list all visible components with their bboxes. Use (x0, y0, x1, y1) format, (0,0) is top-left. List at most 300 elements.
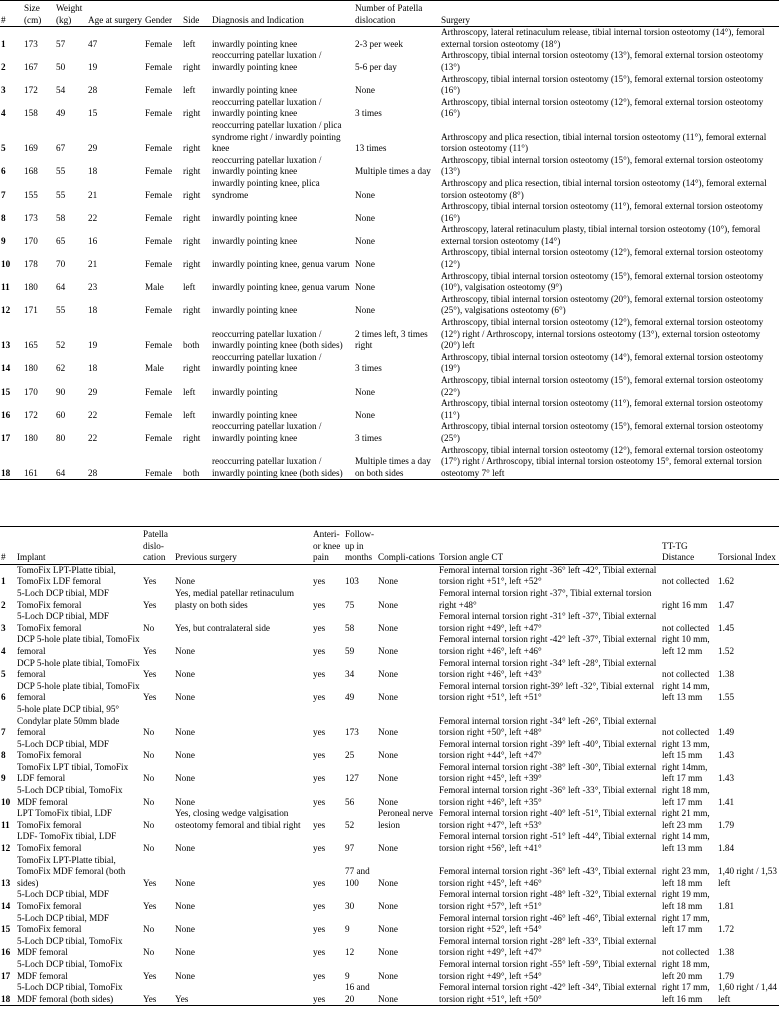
table-cell: None (175, 970, 195, 981)
table-row (0, 352, 779, 375)
table-cell: None (378, 924, 398, 935)
table-cell: right 14 mm, left 13 mm (662, 831, 710, 854)
table-cell: left (183, 282, 196, 293)
table-cell: None (355, 189, 375, 200)
table-cell: 173 (24, 212, 38, 223)
table-cell: None (378, 622, 398, 633)
table-cell: 28 (87, 445, 144, 480)
table-cell: 19 (88, 61, 98, 72)
table-cell: 170 (24, 235, 38, 246)
row-number: 2 (1, 61, 6, 72)
table-cell: 178 (24, 259, 38, 270)
table-cell: Arthroscopy, tibial internal torsion osteotomy (14°), femoral external torsion osteotomy (19°) (441, 351, 764, 374)
row-number: 14 (1, 363, 11, 374)
table2-header-cell: Previous surgery (174, 529, 312, 564)
table-row (0, 294, 779, 317)
table-cell: 3 times (355, 108, 382, 119)
table-cell: inwardly pointing knee (212, 409, 298, 420)
table-cell: 5-Loch DCP tibial, TomoFix MDF femoral (17, 785, 123, 807)
table-cell: Female (145, 386, 173, 397)
table-cell: yes (313, 576, 326, 587)
table-cell: 54 (56, 85, 66, 96)
table-cell: 5-Loch DCP tibial, MDF TomoFix femoral (17, 912, 110, 935)
table-cell: Arthroscopy, tibial internal torsion osteotomy (20°), femoral external torsion osteotomy (25°), valgisations osteotomy (6°) (441, 293, 764, 316)
table-row (0, 913, 779, 936)
table-cell: Yes (143, 669, 157, 680)
table-cell: Femoral internal torsion right -37°, Tibial external torsion right +48° (439, 587, 652, 610)
table-row (0, 271, 779, 294)
row-number: 10 (1, 796, 11, 807)
table-cell: right 17 mm, left 17 mm (662, 912, 710, 935)
table-cell: 1,60 right / 1,44 left (717, 982, 779, 1006)
table-cell: Femoral internal torsion right -46° left -46°, Tibial external torsion right +52°, left +54° (439, 912, 657, 935)
table1-header-cell: Diagnosis and Indication (211, 3, 354, 27)
row-number: 5 (1, 669, 6, 680)
table-row (0, 658, 779, 681)
table-cell: None (378, 877, 398, 888)
table-row (0, 762, 779, 785)
table-cell: None (378, 750, 398, 761)
table-cell: 56 (345, 796, 355, 807)
table-cell: reoccurring patellar luxation / inwardly pointing knee (both sides) (211, 445, 354, 480)
table-cell: No (143, 819, 155, 830)
table-row (0, 831, 779, 854)
table-cell: Arthroscopy, tibial internal torsion osteotomy (15°), femoral external torsion osteotomy (25°) (441, 421, 764, 443)
table-cell: right (183, 143, 201, 154)
table2-header-cell: Anteri-or knee pain (312, 529, 344, 564)
table-cell: 1.43 (718, 750, 735, 761)
table-cell: 50 (56, 61, 66, 72)
table-cell: right 23 mm, left 18 mm (662, 866, 710, 888)
table-cell: None (175, 727, 195, 738)
table-cell: 47 (88, 38, 98, 49)
table-row (0, 785, 779, 808)
table-cell: Female (145, 259, 173, 270)
table-cell: 64 (55, 445, 87, 480)
table-cell: reoccurring patellar luxation / inwardly pointing knee (both sides) (212, 328, 343, 351)
table-cell: 52 (56, 340, 66, 351)
table-cell: 5-Loch DCP tibial, MDF TomoFix femoral (17, 738, 110, 761)
table-cell: 21 (88, 189, 98, 200)
table-cell: No (143, 843, 155, 854)
table-cell: not collected (662, 947, 710, 958)
table-cell: Femoral internal torsion right -34° left -26°, Tibial external torsion right +50°, left +48° (439, 715, 657, 738)
row-number: 4 (1, 108, 6, 119)
table-cell: Arthroscopy, tibial internal torsion osteotomy (13°), femoral external torsion osteotomy (13°) (441, 50, 764, 72)
table-cell: right 17 mm, left 16 mm (661, 982, 717, 1006)
table-cell: 70 (56, 259, 66, 270)
table-cell: Arthroscopy, tibial internal torsion osteotomy (12°), femoral external torsion osteotomy (17°) right / Arthroscopy, tibial internal torsion osteotomy 15°, femoral external torsion osteotomy 7° left (440, 445, 779, 480)
table-cell: DCP 5-hole plate tibial, TomoFix femoral (17, 657, 140, 680)
row-number: 15 (1, 924, 11, 935)
table-cell: None (378, 773, 398, 784)
table-cell: Yes (174, 982, 312, 1006)
table-cell: 19 (88, 340, 98, 351)
table-cell: Arthroscopy, tibial internal torsion osteotomy (11°), femoral external torsion osteotomy (16°) (441, 201, 763, 223)
table1-header-cell: Age at surgery (87, 3, 144, 27)
table-row (0, 97, 779, 120)
table-row (0, 120, 779, 155)
table-cell: Female (145, 432, 173, 443)
table-cell: No (143, 924, 155, 935)
table-cell: 22 (88, 409, 98, 420)
table-cell: 172 (24, 409, 38, 420)
row-number: 7 (1, 189, 6, 200)
table-cell: None (355, 235, 375, 246)
table-cell: inwardly pointing knee, genua varum (212, 259, 350, 270)
row-number: 12 (1, 843, 11, 854)
table-cell: Yes (142, 982, 174, 1006)
table-cell: No (143, 750, 155, 761)
table-cell: Femoral internal torsion right -34° left -28°, Tibial external torsion right +46°, left +43° (439, 657, 657, 680)
table-cell: inwardly pointing (212, 386, 278, 397)
table-cell: yes (313, 599, 326, 610)
table-cell: None (378, 692, 398, 703)
table-cell: 28 (88, 85, 98, 96)
table-cell: 9 (345, 924, 350, 935)
table-cell: Arthroscopy, lateral retinaculum release, tibial internal torsion osteotomy (14°), femoral external torsion osteotomy (18°) (441, 27, 765, 49)
table-cell: Femoral internal torsion right -36° left -42°, Tibial external torsion right +51°, left +52° (439, 564, 657, 587)
table-cell: Arthroscopy and plica resection, tibial internal torsion osteotomy (14°), femoral external torsion osteotomy (8°) (441, 177, 767, 200)
table-cell: inwardly pointing knee (212, 212, 298, 223)
table-cell: 1.49 (718, 727, 735, 738)
table2-header-cell: Follow-up in months (344, 529, 377, 564)
table-cell: left (183, 409, 196, 420)
table-cell: 1.45 (718, 622, 735, 633)
table-cell: Arthroscopy and plica resection, tibial internal torsion osteotomy (11°), femoral external torsion osteotomy (11°) (441, 131, 767, 154)
table-cell: Multiple times a day on both sides (354, 445, 440, 480)
table-cell: 55 (56, 305, 66, 316)
row-number: 17 (1, 970, 11, 981)
table-cell: yes (313, 901, 326, 911)
table-cell: None (378, 901, 398, 911)
table-cell: yes (313, 819, 326, 830)
table-cell: Femoral internal torsion right -51° left -44°, Tibial external torsion right +56°, left +41° (439, 831, 657, 854)
row-number: 17 (1, 432, 11, 443)
table-row (0, 155, 779, 178)
table-cell: None (378, 970, 398, 981)
table-cell: yes (313, 773, 326, 784)
table1-header-cell: Weight (kg) (55, 3, 87, 27)
table-cell: TomoFix LPT-Platte tibial, TomoFix LDF femoral (17, 564, 116, 587)
table-cell: None (175, 877, 195, 888)
table-cell: Female (145, 85, 173, 96)
table-cell: No (143, 796, 155, 807)
table-cell: Femoral internal torsion right -38° left -30°, Tibial external torsion right +45°, left +39° (439, 761, 657, 784)
table-cell: 1,40 right / 1,53 left (718, 866, 777, 888)
table-cell: Yes, closing wedge valgisation osteotomy femoral and tibial right (175, 808, 301, 830)
table-cell: 5-Loch DCP tibial, TomoFix MDF femoral (17, 958, 123, 981)
table-cell: right (183, 305, 201, 316)
table-cell: 3 times (355, 432, 382, 443)
table2-body (0, 564, 779, 1006)
table-cell: yes (313, 750, 326, 761)
table-row (0, 959, 779, 982)
table-cell: 12 (345, 947, 355, 958)
table-cell: None (378, 599, 398, 610)
row-number: 8 (1, 750, 6, 761)
table-cell: Arthroscopy, lateral retinaculum plasty, tibial internal torsion osteotomy (10°), femoral external torsion osteotomy (14°) (441, 224, 761, 246)
table-cell: 1.47 (718, 599, 735, 610)
table-cell: 103 (345, 576, 359, 587)
row-number: 6 (1, 166, 6, 177)
row-number: 3 (1, 622, 6, 633)
table-cell: 58 (56, 212, 66, 223)
table-cell: 172 (24, 85, 38, 96)
table-cell: 173 (345, 727, 359, 738)
table-cell: 49 (345, 692, 355, 703)
table-cell: 29 (88, 386, 98, 397)
table-cell: Yes, but contralateral side (175, 622, 271, 633)
row-number: 11 (1, 282, 10, 293)
table-cell: 55 (56, 166, 66, 177)
table-cell: 1.79 (718, 970, 735, 981)
table-cell: 158 (24, 108, 38, 119)
table-cell: Yes (143, 692, 157, 703)
table-cell: reoccurring patellar luxation / inwardly pointing knee (212, 351, 322, 374)
table-row (0, 178, 779, 201)
table2-header-cell: # (0, 529, 16, 564)
table-cell: Yes (143, 645, 157, 656)
table-cell: 3 times (355, 363, 382, 374)
table-cell: yes (313, 692, 326, 703)
table-cell: 22 (88, 432, 98, 443)
table-cell: right (183, 235, 201, 246)
table-cell: right (183, 108, 201, 119)
table-cell: 180 (24, 432, 38, 443)
table-cell: Female (145, 143, 173, 154)
table-row (0, 808, 779, 831)
row-number: 14 (1, 901, 11, 911)
table-cell: 5-Loch DCP tibial, TomoFix MDF femoral (17, 935, 123, 958)
table-cell: 1.62 (718, 576, 735, 587)
table-cell: DCP 5-hole plate tibial, TomoFix femoral (17, 680, 140, 703)
table-cell: None (355, 409, 375, 420)
table-row (0, 421, 779, 444)
table-cell: Male (145, 282, 164, 293)
table-cell: right (183, 432, 201, 443)
row-number: 13 (1, 877, 11, 888)
table-cell: No (143, 773, 155, 784)
table-cell: None (175, 645, 195, 656)
table-cell: yes (313, 796, 326, 807)
table-cell: 30 (345, 901, 355, 911)
table-cell: 57 (56, 38, 66, 49)
table-cell: None (378, 843, 398, 854)
table-cell: 29 (88, 143, 98, 154)
table-cell: Female (145, 409, 173, 420)
table-cell: right 18 mm, left 20 mm (662, 958, 710, 981)
row-number: 15 (1, 386, 11, 397)
table-cell: yes (313, 669, 326, 680)
row-number: 18 (0, 982, 16, 1006)
table-cell: Female (145, 235, 173, 246)
table-cell: Yes (143, 877, 157, 888)
table-cell: not collected (662, 669, 710, 680)
table-cell: Female (145, 212, 173, 223)
table-cell: Female (144, 445, 182, 480)
table-cell: None (175, 669, 195, 680)
table-cell: None (377, 982, 438, 1006)
table-cell: reoccurring patellar luxation / inwardly pointing knee (212, 96, 322, 119)
table-cell: 1.38 (718, 947, 735, 958)
table-cell: inwardly pointing knee, plica syndrome (212, 177, 320, 200)
table-cell: 90 (56, 386, 66, 397)
table-cell: None (378, 645, 398, 656)
table-cell: None (355, 305, 375, 316)
table-cell: 5-Loch DCP tibial, MDF TomoFix femoral (17, 889, 110, 911)
table-cell: 1.38 (718, 669, 735, 680)
table-cell: Arthroscopy, tibial internal torsion osteotomy (11°), femoral external torsion osteotomy (11°) (441, 398, 763, 420)
patient-demographics-table (0, 0, 779, 480)
table-row (0, 317, 779, 352)
table-cell: No (143, 947, 155, 958)
table-cell: 168 (24, 166, 38, 177)
table-row (0, 611, 779, 634)
table-cell: None (378, 796, 398, 807)
row-number: 13 (1, 340, 11, 351)
table-cell: 67 (56, 143, 66, 154)
table-cell: 18 (88, 363, 98, 374)
table-cell: both (183, 340, 200, 351)
table-cell: 97 (345, 843, 355, 854)
table-cell: left (183, 85, 196, 96)
table-cell: reoccurring patellar luxation / plica syndrome right / inwardly pointing knee (212, 119, 342, 154)
table-cell: 9 (345, 970, 350, 981)
row-number: 10 (1, 259, 11, 270)
table-row (0, 982, 779, 1006)
table-cell: 23 (88, 282, 98, 293)
table-cell: Femoral internal torsion right -28° left -33°, Tibial external torsion right +49°, left +47° (439, 935, 657, 958)
table-cell: Femoral internal torsion right -48° left -32°, Tibial external torsion right +57°, left +51° (439, 889, 657, 911)
table-cell: Arthroscopy, tibial internal torsion osteotomy (15°), femoral external torsion osteotomy (22°) (441, 375, 764, 397)
table-cell: 55 (56, 189, 66, 200)
table-cell: 167 (24, 61, 38, 72)
table-cell: Femoral internal torsion right-39° left -32°, Tibial external torsion right +51°, left +51° (439, 680, 655, 703)
table-row (0, 445, 779, 480)
table-cell: Yes, medial patellar retinaculum plasty on both sides (175, 587, 294, 610)
table-row (0, 247, 779, 270)
row-number: 16 (1, 947, 11, 958)
table-cell: 155 (24, 189, 38, 200)
table-cell: right 19 mm, left 18 mm (662, 889, 710, 911)
table-row (0, 224, 779, 247)
row-number: 1 (1, 38, 6, 49)
table-cell: Male (145, 363, 164, 374)
table2-header-cell: TT-TG Distance (661, 529, 717, 564)
table-cell: No (143, 622, 155, 633)
row-number: 9 (1, 773, 6, 784)
table-cell: 165 (24, 340, 38, 351)
table-row (0, 27, 779, 51)
table-cell: 5-hole plate DCP tibial, 95° Condylar plate 50mm blade femoral (17, 703, 120, 738)
table-cell: 1.81 (718, 901, 735, 911)
table-cell: not collected (662, 727, 710, 738)
table-cell: right (183, 166, 201, 177)
table1-header-cell: Size (cm) (23, 3, 55, 27)
table-cell: Female (145, 61, 173, 72)
table-cell: TomoFix LPT-Platte tibial, TomoFix MDF femoral (both sides) (17, 854, 126, 888)
table-cell: None (378, 947, 398, 958)
table-cell: None (175, 773, 195, 784)
table-cell: None (355, 282, 375, 293)
table-cell: None (355, 259, 375, 270)
table-cell: right 18 mm, left 17 mm (662, 785, 710, 807)
table-row (0, 704, 779, 739)
row-number: 1 (1, 576, 6, 587)
table-cell: 15 (88, 108, 98, 119)
table-cell: None (175, 750, 195, 761)
table-cell: 34 (345, 669, 355, 680)
table-cell: Arthroscopy, tibial internal torsion osteotomy (15°), femoral external torsion osteotomy (16°) (441, 73, 764, 96)
table-cell: DCP 5-hole plate tibial, TomoFix femoral (17, 634, 140, 656)
table1-header-cell: # (0, 3, 23, 27)
table-cell: LPT TomoFix tibial, LDF TomoFix femoral (17, 808, 112, 830)
row-number: 2 (1, 599, 6, 610)
row-number: 18 (0, 445, 23, 480)
table-cell: 16 (88, 235, 98, 246)
table-cell: None (175, 947, 195, 958)
table-cell: not collected (662, 622, 710, 633)
table-cell: 1.55 (718, 692, 735, 703)
table-row (0, 739, 779, 762)
table-cell: Female (145, 189, 173, 200)
table-cell: 22 (88, 212, 98, 223)
table-cell: None (175, 692, 195, 703)
table-cell: Female (145, 305, 173, 316)
table-cell: 65 (56, 235, 66, 246)
row-number: 12 (1, 305, 11, 316)
table2-header-cell: Implant (16, 529, 142, 564)
table-cell: 52 (345, 819, 355, 830)
row-number: 6 (1, 692, 6, 703)
table-cell: Femoral internal torsion right -42° left -34°, Tibial external torsion right +51°, left +50° (438, 982, 661, 1006)
table-cell: 5-Loch DCP tibial, MDF TomoFix femoral (17, 611, 110, 633)
table-cell: 75 (345, 599, 355, 610)
table-cell: 170 (24, 386, 38, 397)
row-number: 11 (1, 819, 10, 830)
table-cell: Female (145, 108, 173, 119)
table-cell: 5-6 per day (355, 61, 397, 72)
table1-header-cell: Surgery (440, 3, 779, 27)
table-cell: yes (313, 622, 326, 633)
table-cell: None (175, 901, 195, 911)
row-number: 5 (1, 143, 6, 154)
table-row (0, 889, 779, 912)
table-row (0, 564, 779, 588)
table-cell: not collected (662, 576, 710, 587)
table2-header-cell: Patella dislo-cation (142, 529, 174, 564)
table-cell: None (355, 386, 375, 397)
table-cell: 59 (345, 645, 355, 656)
table-cell: Yes (143, 599, 157, 610)
row-number: 7 (1, 727, 6, 738)
table-cell: None (378, 727, 398, 738)
table-cell: reoccurring patellar luxation / inwardly pointing knee (212, 421, 322, 443)
table-cell: Arthroscopy, tibial internal torsion osteotomy (12°), femoral external torsion osteotomy (16°) (441, 96, 764, 119)
table-cell: None (175, 796, 195, 807)
table-cell: inwardly pointing knee (212, 305, 298, 316)
table1-header-row (0, 3, 779, 27)
table-cell: both (182, 445, 211, 480)
table-cell: inwardly pointing knee (212, 38, 298, 49)
table-cell: Yes (143, 576, 157, 587)
table-cell: None (378, 669, 398, 680)
table-row (0, 74, 779, 97)
table-cell: 18 (88, 305, 98, 316)
surgical-outcome-table (0, 526, 779, 1006)
table-cell: Female (145, 166, 173, 177)
